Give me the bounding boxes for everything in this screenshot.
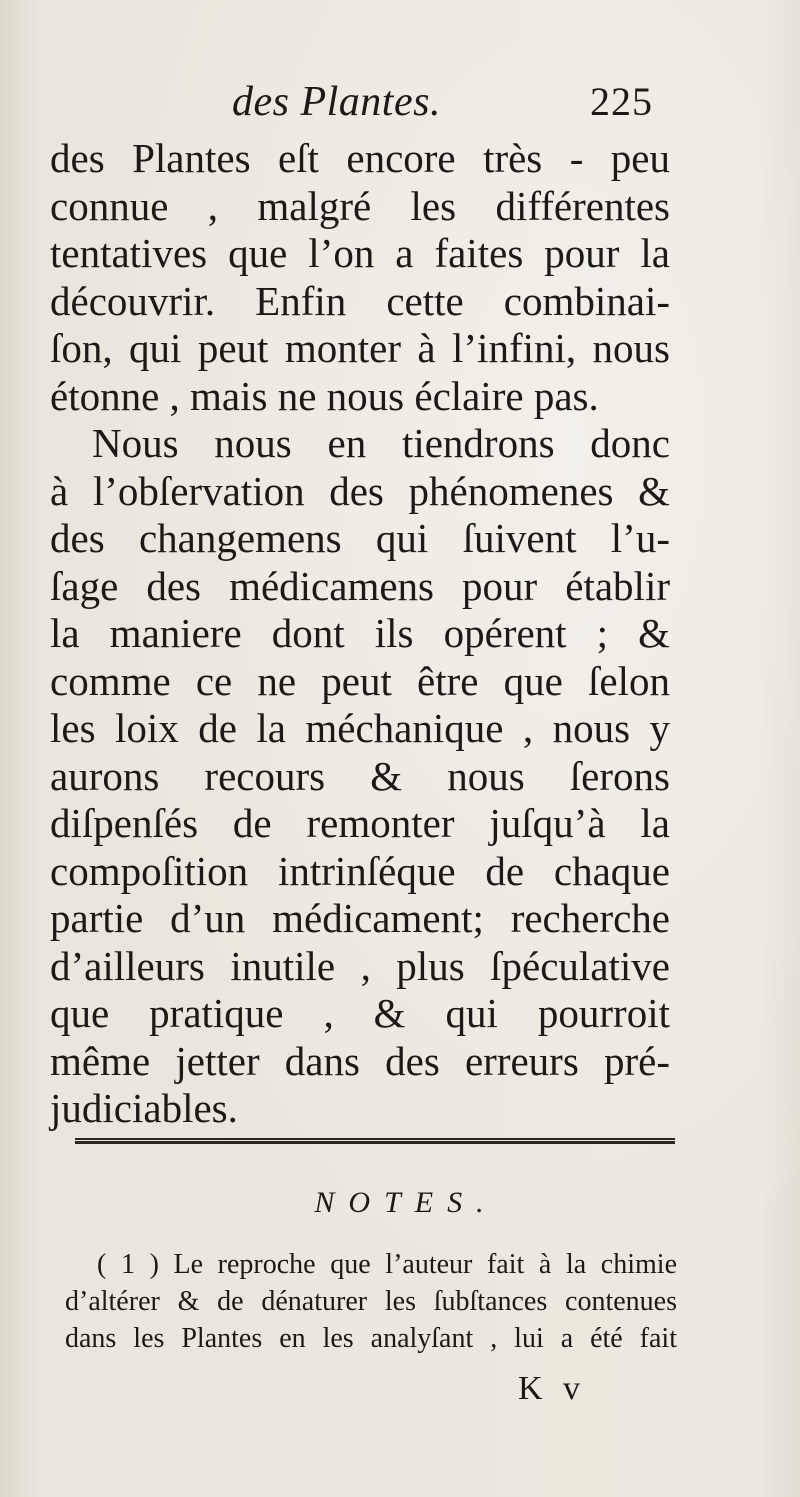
text-line: des Plantes eſt encore très - peu — [50, 135, 670, 181]
text-line: tentatives que l’on a faites pour la — [50, 230, 670, 276]
text-line: Nous nous en tiendrons donc — [92, 420, 670, 466]
page-number: 225 — [590, 79, 653, 124]
notes-text — [65, 1246, 677, 1357]
text-line: la maniere dont ils opérent ; & — [50, 610, 670, 656]
note-line: ( 1 ) Le reproche que l’auteur fait à la chimie — [97, 1249, 677, 1280]
text-line: les loix de la méchanique , nous y — [50, 705, 670, 751]
text-line: compoſition intrinſéque de chaque — [50, 847, 670, 894]
notes-heading: NOTES. — [314, 1186, 498, 1219]
text-line: que pratique , & qui pourroit — [50, 990, 670, 1036]
text-line: comme ce ne peut être que ſelon — [50, 657, 670, 704]
text-line: même jetter dans des erreurs pré- — [50, 1037, 670, 1084]
text-line: à l’obſervation des phénomenes & — [50, 467, 670, 514]
text-line: connue , malgré les différentes — [50, 182, 670, 229]
text-line: découvrir. Enfin cette combinai- — [50, 277, 670, 324]
text-line: d’ailleurs inutile , plus ſpéculative — [50, 942, 670, 989]
note-line: d’altérer & de dénaturer les ſubſtances contenues — [65, 1286, 677, 1317]
running-title: des Plantes. — [232, 79, 441, 125]
text-line: aurons recours & nous ſerons — [50, 752, 670, 799]
main-text — [50, 135, 670, 1133]
signature-mark: K v — [518, 1370, 587, 1407]
text-line: étonne , mais ne nous éclaire pas. — [50, 372, 599, 419]
note-line: dans les Plantes en les analyſant , lui a été fait — [65, 1323, 677, 1354]
text-line: judiciables. — [50, 1085, 238, 1131]
text-line: partie d’un médicament; recherche — [50, 895, 670, 941]
section-divider — [75, 1138, 675, 1144]
text-line: diſpenſés de remonter juſqu’à la — [50, 800, 670, 846]
running-head — [0, 78, 800, 128]
text-line: des changemens qui ſuivent l’u- — [50, 515, 670, 561]
text-line: ſon, qui peut monter à l’infini, nous — [50, 325, 670, 371]
text-line: ſage des médicamens pour établir — [50, 562, 670, 609]
